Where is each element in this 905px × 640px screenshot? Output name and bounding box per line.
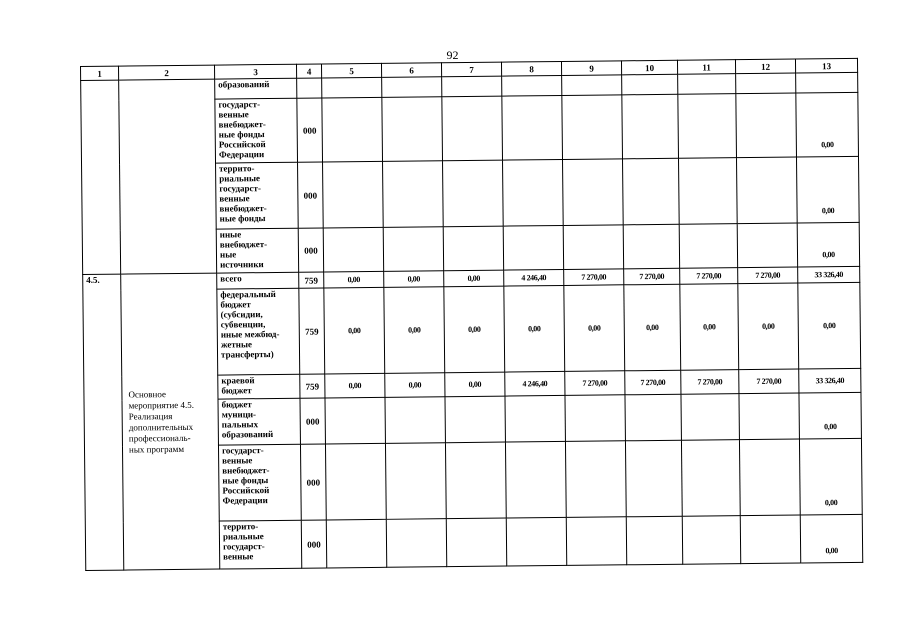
value-cell (622, 74, 678, 95)
value-cell (506, 517, 566, 566)
value-cell: 0,00 (738, 283, 799, 370)
value-cell: 7 270,00 (739, 369, 799, 394)
value-cell (326, 519, 386, 568)
total-cell: 0,00 (796, 92, 859, 157)
funding-source-cell: всего (217, 272, 299, 289)
code-cell (297, 78, 322, 98)
value-cell (739, 393, 799, 440)
value-cell: 0,00 (564, 285, 625, 372)
value-cell: 0,00 (384, 271, 444, 288)
code-cell: 000 (297, 98, 323, 162)
value-cell (736, 73, 796, 94)
value-cell (622, 94, 679, 159)
value-cell (678, 94, 737, 159)
page-number: 92 (446, 48, 459, 62)
value-cell: 7 270,00 (738, 267, 798, 284)
value-cell (736, 93, 797, 158)
budget-table (80, 58, 863, 571)
value-cell (679, 224, 737, 269)
value-cell: 0,00 (324, 271, 384, 288)
value-cell (736, 157, 797, 224)
funding-source-cell: федеральный бюджет (субсидии, субвенции, иные межбюд- жетные трансферты) (217, 288, 300, 375)
header-cell: 3 (214, 64, 296, 79)
value-cell (502, 75, 562, 96)
value-cell (383, 227, 443, 272)
value-cell: 0,00 (504, 285, 565, 372)
value-cell (386, 519, 446, 568)
value-cell (446, 518, 506, 567)
total-cell: 0,00 (800, 514, 862, 563)
measure-name-cell: Основное мероприятие 4.5. Реализация дополнительных профессиональ- ных программ (121, 273, 220, 570)
value-cell (565, 395, 625, 442)
funding-source-cell: террито- риальные государст- венные внебюджет- ные фонды (216, 162, 299, 229)
code-cell: 000 (298, 228, 323, 272)
value-cell (740, 515, 800, 564)
header-cell: 1 (81, 66, 119, 80)
total-cell (796, 72, 858, 93)
header-cell: 8 (501, 61, 561, 76)
code-cell: 000 (301, 520, 327, 568)
header-cell: 4 (296, 64, 321, 78)
value-cell (739, 439, 800, 516)
header-cell: 12 (735, 59, 795, 74)
value-cell (623, 224, 679, 269)
value-cell: 0,00 (385, 373, 445, 398)
value-cell (325, 443, 386, 520)
value-cell: 7 270,00 (625, 370, 681, 395)
measure-name-cell (119, 79, 217, 274)
value-cell (681, 394, 739, 441)
value-cell: 7 270,00 (681, 370, 739, 395)
header-cell: 10 (621, 60, 677, 75)
value-cell (325, 397, 385, 444)
value-cell (502, 95, 563, 160)
funding-source-cell: бюджет муници- пальных образований (218, 398, 300, 445)
value-cell (323, 161, 384, 228)
header-cell: 9 (561, 61, 621, 76)
value-cell (563, 159, 624, 226)
funding-source-cell: иные внебюджет- ные источники (216, 228, 298, 273)
value-cell (442, 96, 503, 161)
total-cell: 0,00 (797, 222, 859, 267)
value-cell (382, 97, 443, 162)
funding-source-cell: террито- риальные государст- венные (219, 520, 301, 569)
value-cell (442, 76, 502, 97)
value-cell (678, 158, 737, 225)
value-cell (625, 440, 682, 517)
code-cell: 759 (299, 288, 325, 374)
budget-table-sheet (80, 58, 863, 602)
value-cell (382, 77, 442, 98)
value-cell (322, 97, 383, 162)
header-cell: 11 (677, 60, 735, 75)
value-cell (445, 442, 506, 519)
header-cell: 13 (795, 58, 857, 73)
value-cell (681, 440, 740, 517)
value-cell (678, 74, 736, 95)
value-cell (383, 161, 444, 228)
value-cell (385, 397, 445, 444)
value-cell: 7 270,00 (680, 268, 738, 285)
value-cell (443, 160, 504, 227)
value-cell (385, 443, 446, 520)
total-cell: 0,00 (799, 438, 862, 515)
value-cell: 0,00 (445, 372, 505, 397)
value-cell: 0,00 (624, 284, 681, 371)
funding-source-cell: образований (215, 78, 297, 99)
value-cell: 0,00 (384, 287, 445, 374)
value-cell (563, 225, 623, 270)
total-cell: 0,00 (796, 156, 859, 223)
row-number-cell: 4.5. (83, 274, 124, 570)
value-cell: 0,00 (324, 287, 385, 374)
table-body (81, 72, 863, 570)
value-cell: 0,00 (444, 286, 505, 373)
value-cell (623, 158, 680, 225)
value-cell (503, 225, 563, 270)
value-cell: 0,00 (680, 284, 739, 371)
value-cell (503, 159, 564, 226)
value-cell: 7 270,00 (565, 371, 625, 396)
code-cell: 759 (299, 272, 324, 288)
value-cell (562, 95, 623, 160)
funding-source-cell: краевой бюджет (218, 374, 300, 399)
code-cell: 000 (300, 398, 325, 444)
value-cell: 4 246,40 (504, 269, 564, 286)
total-cell: 0,00 (798, 282, 861, 369)
value-cell: 4 246,40 (505, 371, 565, 396)
value-cell (626, 516, 682, 565)
value-cell (322, 77, 382, 98)
value-cell (505, 441, 566, 518)
funding-source-cell: государст- венные внебюджет- ные фонды Российской Федерации (215, 98, 298, 163)
value-cell (445, 396, 505, 443)
value-cell: 7 270,00 (624, 268, 680, 285)
total-cell: 0,00 (799, 392, 861, 439)
value-cell (323, 227, 383, 272)
value-cell (443, 226, 503, 271)
code-cell: 000 (298, 162, 324, 228)
value-cell: 7 270,00 (564, 269, 624, 286)
value-cell (505, 395, 565, 442)
value-cell: 0,00 (444, 270, 504, 287)
funding-source-cell: государст- венные внебюджет- ные фонды Российской Федерации (218, 444, 301, 521)
total-cell: 33 326,40 (798, 266, 860, 283)
header-cell: 7 (441, 62, 501, 77)
header-cell: 2 (119, 65, 215, 80)
value-cell (682, 516, 740, 565)
value-cell (737, 223, 797, 268)
header-cell: 6 (381, 63, 441, 78)
value-cell (562, 75, 622, 96)
value-cell (565, 441, 626, 518)
value-cell (625, 394, 681, 441)
value-cell: 0,00 (325, 373, 385, 398)
code-cell: 000 (300, 444, 326, 520)
row-number-cell (81, 80, 121, 274)
value-cell (566, 517, 626, 566)
total-cell: 33 326,40 (799, 368, 861, 393)
header-cell: 5 (321, 63, 381, 78)
code-cell: 759 (300, 374, 325, 398)
